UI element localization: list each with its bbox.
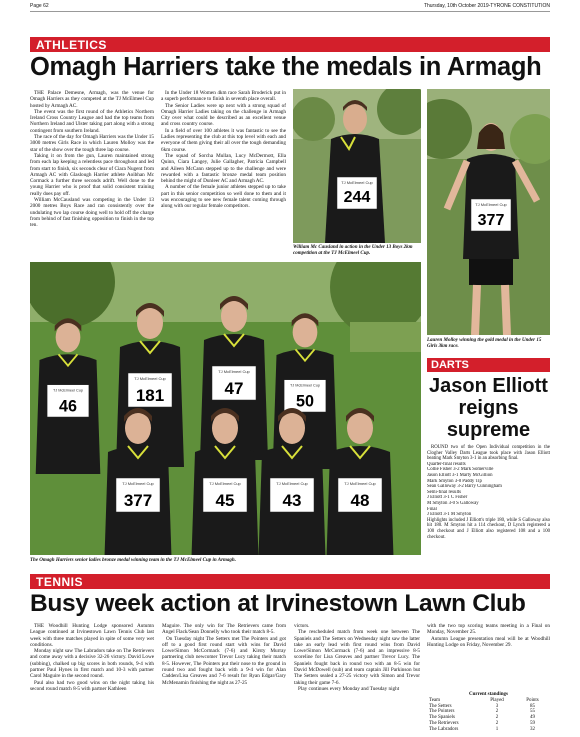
tennis-section-label: TENNIS: [36, 575, 84, 589]
article-paragraph: William McCausland was competing in the Under 13 2000 metres Boys Race and ran consistently over the undulating two lap course doing well to hold off the charge from behind of fast finishing opposition to finish in the top ten.: [30, 197, 154, 229]
played-cell: 2: [495, 720, 499, 726]
article-paragraph: Play continues every Monday and Tuesday night: [298, 685, 400, 692]
darts-result-line: M Smyton 3-0 S Galloway: [427, 500, 479, 506]
bib-brand: TJ McElmeel Cup: [218, 369, 250, 374]
caption-team: The Omagh Harriers senior ladies bronze medal winning team in the TJ McElmeel Cup in Armagh.: [30, 558, 236, 563]
darts-result-line: Jason Elliott 3-1 Marty McGillion: [427, 472, 493, 478]
team-cell: The Spaniels: [429, 715, 455, 721]
darts-highlights: Highlights included J Elliott's triple 180, while S Galloway also hit 180. M Smyton hit a 114 checkout, D Lynch registered a 100 checkout and J Elliott also registered 108 and a 100 checkout.: [427, 517, 550, 540]
tennis-headline: Busy week action at Irvinestown Lawn Club: [30, 590, 526, 617]
bib-number: 47: [224, 379, 244, 398]
bib-brand: TJ McElmeel Cup: [475, 202, 507, 207]
tennis-column-3: [294, 623, 420, 692]
bib-number: 181: [135, 386, 165, 405]
bib-number: 45: [215, 491, 235, 510]
bib-brand: TJ McElmeel Cup: [122, 481, 154, 486]
points-cell: 32: [530, 726, 535, 732]
darts-result-line: Mark Smyton 3-0 Paddy Tip: [427, 478, 482, 484]
bib-brand: TJ McElmeel Cup: [276, 481, 308, 486]
played-cell: 1: [495, 726, 499, 732]
points-cell: 55: [530, 709, 535, 715]
article-paragraph: The race of the day for Omagh Harriers was the Under 15 3000 metres Girls Race in which Lauren Molloy was the star of the show over the tough three lap course.: [30, 134, 154, 153]
points-cell: 49: [530, 715, 535, 721]
team-cell: The Retrievers: [429, 720, 459, 726]
darts-result-line: Sean Galloway 3-2 Barry Cunningham: [427, 484, 502, 490]
bib-brand: TJ McElmeel Cup: [134, 376, 166, 381]
darts-headline-line: supreme: [446, 419, 531, 441]
article-paragraph: On Tuesday night The Setters met The Pointers and got off to a good first round start with wins for David Lowe/Simon McCormack (7-6) and Kirsty Murray partnering club newcomer Trevor Lucy taking their match 8-5. However, The Pointers put their nose to the ground in round two and fought back with a 9-4 win for Alan Cadden/Lisa Greaves and 7-6 result for Ryan Edgar/Gary McMenamin finishing the night as 27-25: [162, 635, 286, 686]
standings-title: Current standings: [469, 692, 508, 697]
bib-brand: TJ McElmeel Cup: [209, 481, 241, 486]
page-folio: [30, 2, 550, 12]
darts-result-line: Quarter-final results: [427, 461, 466, 467]
team-cell: The Labradors: [429, 726, 459, 732]
article-paragraph: with the two top scoring teams meeting in a Final on Monday, November 25.: [427, 623, 550, 636]
bib-number: 48: [350, 491, 370, 510]
played-cell: 3: [495, 703, 499, 709]
bib-number: 50: [296, 392, 314, 411]
page-number: Page 62: [30, 3, 49, 9]
darts-result-line: Semi-final results: [427, 489, 461, 495]
bib-brand: TJ McElmeel Cup: [341, 180, 373, 185]
photo-william-mccausland: [293, 89, 421, 243]
darts-headline-line: Jason Elliott: [429, 375, 548, 397]
standings-header: Played: [490, 697, 504, 703]
team-cell: The Setters: [429, 703, 452, 709]
article-paragraph: Paul also had two good wins on the night taking his second round match 8-5 with partner Kathleen: [30, 679, 154, 692]
standings-header: Team: [429, 697, 441, 703]
table-row: [427, 727, 550, 733]
article-paragraph: A number of the female junior athletes stepped up to take part in this senior competition so well done to them and it was encouraging to see new female talent coming through along with our regular female competitors.: [161, 184, 286, 210]
article-paragraph: THE Palace Demesne, Armagh, was the venue for Omagh Harriers as they competed at the TJ McElmeel Cup hosted by Armagh AC.: [30, 90, 154, 109]
points-cell: 59: [530, 720, 535, 726]
photo-senior-ladies-team: [30, 262, 421, 555]
darts-headline-line: reigns: [458, 397, 519, 419]
athletics-section-label: ATHLETICS: [36, 38, 107, 52]
athletics-column-1: [30, 90, 154, 229]
bib-number: 377: [123, 491, 153, 510]
issue-date: Thursday, 10th October 2019-TYRONE CONSTITUTION: [423, 3, 550, 9]
bib-number-william: 244: [343, 189, 371, 206]
darts-section-label: DARTS: [431, 359, 469, 371]
bib-number: 43: [282, 491, 302, 510]
article-paragraph: victors.: [294, 623, 310, 629]
darts-result-line: J Elliott 3-1 C Fisher: [427, 495, 468, 501]
tennis-column-2: [162, 623, 286, 686]
article-paragraph: In the Under 18 Women 4km race Sarah Broderick put in a superb performance to finish in seventh place overall.: [161, 90, 286, 103]
article-paragraph: The event was the first round of the Athletics Northern Ireland Cross Country League and had the top teams from Northern Ireland and Ulster taking part along with a strong contingent from southern Ireland.: [30, 108, 154, 134]
darts-result-line: Collie Fisher 3-2 Mark Somerville: [427, 467, 494, 473]
darts-headline: [427, 375, 550, 441]
standings-table: [427, 692, 550, 733]
tennis-column-1: [30, 623, 154, 692]
article-paragraph: Monday night saw The Labradors take on The Retrievers and come away with a decisive 32-26 victory. David Lowe (subbing), chalked up big scores in both rounds, 9-4 with partner Paul Hynes in first match and 10-3 with partner Carol Maguire in the second round.: [30, 648, 154, 680]
darts-body: [427, 445, 550, 540]
played-cell: 2: [495, 709, 499, 715]
athletics-headline: Omagh Harriers take the medals in Armagh: [30, 53, 542, 81]
tennis-section-bar: [30, 574, 550, 589]
article-paragraph: In a field of over 100 athletes it was fantastic to see the Ladies representing the club at this top level with each and everyone of them giving their all over the tough demanding 6km course.: [161, 127, 286, 153]
photo-lauren-molloy: [427, 89, 550, 335]
article-paragraph: The squad of Sorcha Mullan, Lucy McDermott, Ella Quinn, Ciara Langey, Julie Gallagher, Patricia Campbell and Aileen McCann stepped up to the challenge and were rewarded with a fantastic bronze medal team position behind the might of Dunleer AC and Armagh AC.: [161, 152, 286, 185]
tennis-column-4: [427, 623, 550, 648]
standings-header: Points: [526, 697, 539, 703]
article-paragraph: The Senior Ladies were up next with a strong squad of Omagh Harrier Ladies taking on the challenge in Armagh City over what could be described as an excellent venue and cross country course.: [161, 102, 286, 128]
athletics-column-2: [161, 90, 286, 210]
article-paragraph: THE Woodhill Hunting Lodge sponsored Autumn League continued at Irvinestown Lawn Tennis Club last week with three matches played in spite of some very wet conditions.: [30, 623, 154, 648]
points-cell: 85: [530, 703, 535, 709]
athletics-section-bar: [30, 37, 550, 52]
bib-brand: TJ McElmeel Cup: [344, 481, 376, 486]
bib-brand: TJ McElmeel Cup: [290, 383, 320, 388]
played-cell: 2: [495, 715, 499, 721]
team-cell: The Pointers: [429, 709, 455, 715]
darts-result-line: J Elliott 3-1 M Smyton: [427, 512, 472, 518]
bib-number: 46: [59, 397, 77, 416]
caption-lauren: Lauren Molloy winning the gold medal in the Under 15 Girls 3km race.: [427, 338, 542, 349]
article-paragraph: Maguire. The only win for The Retrievers came from Angel Flack/Sean Donnelly who took their match 8-5.: [162, 623, 286, 636]
darts-section-bar: [427, 358, 550, 372]
article-paragraph: Autumn League presentation meal will be at Woodhill Hunting Lodge on Friday, November 29.: [427, 635, 550, 648]
darts-article: [427, 358, 550, 571]
bib-number-lauren: 377: [477, 212, 505, 229]
bib-brand: TJ McElmeel Cup: [53, 388, 83, 393]
caption-william: William Mc Causland in action in the Under 13 Boys 2km competition at the TJ McElmeel Cup.: [293, 245, 413, 256]
article-paragraph: Taking it on from the gun, Lauren maintained strong from each lap keeping a relentless pace throughout and led from start to finish, six seconds clear of Ciara Nugent from Armagh AC with Glaslough Harrier athlete Aoibhan Mc Cormack a further three seconds adrift. Well done to the young Harrier who is proof that solid consistent training really does pay off.: [30, 152, 154, 197]
article-paragraph: The rescheduled match from week one between The Spaniels and The Setters on Wednesday night saw the latter take an early lead with first round wins from David Lowe/Simon McCormack (7-6) and an impressive 8-5 scoreline for Lisa Greaves and partner Trevor Lucy. The Spaniels fought back in round two with an 8-5 win for David McDowell (sub) and team captain Jill Parkinson but The Setters sealed a 27-25 victory with Simon and Trevor taking their game 7-6.: [294, 629, 420, 686]
darts-intro: ROUND two of the Open Individual competition in the Clogher Valley Darts League took place with Jason Elliott beating Mark Smyton 3-1 in an absorbing final.: [427, 445, 550, 462]
darts-result-line: Final: [427, 506, 437, 512]
